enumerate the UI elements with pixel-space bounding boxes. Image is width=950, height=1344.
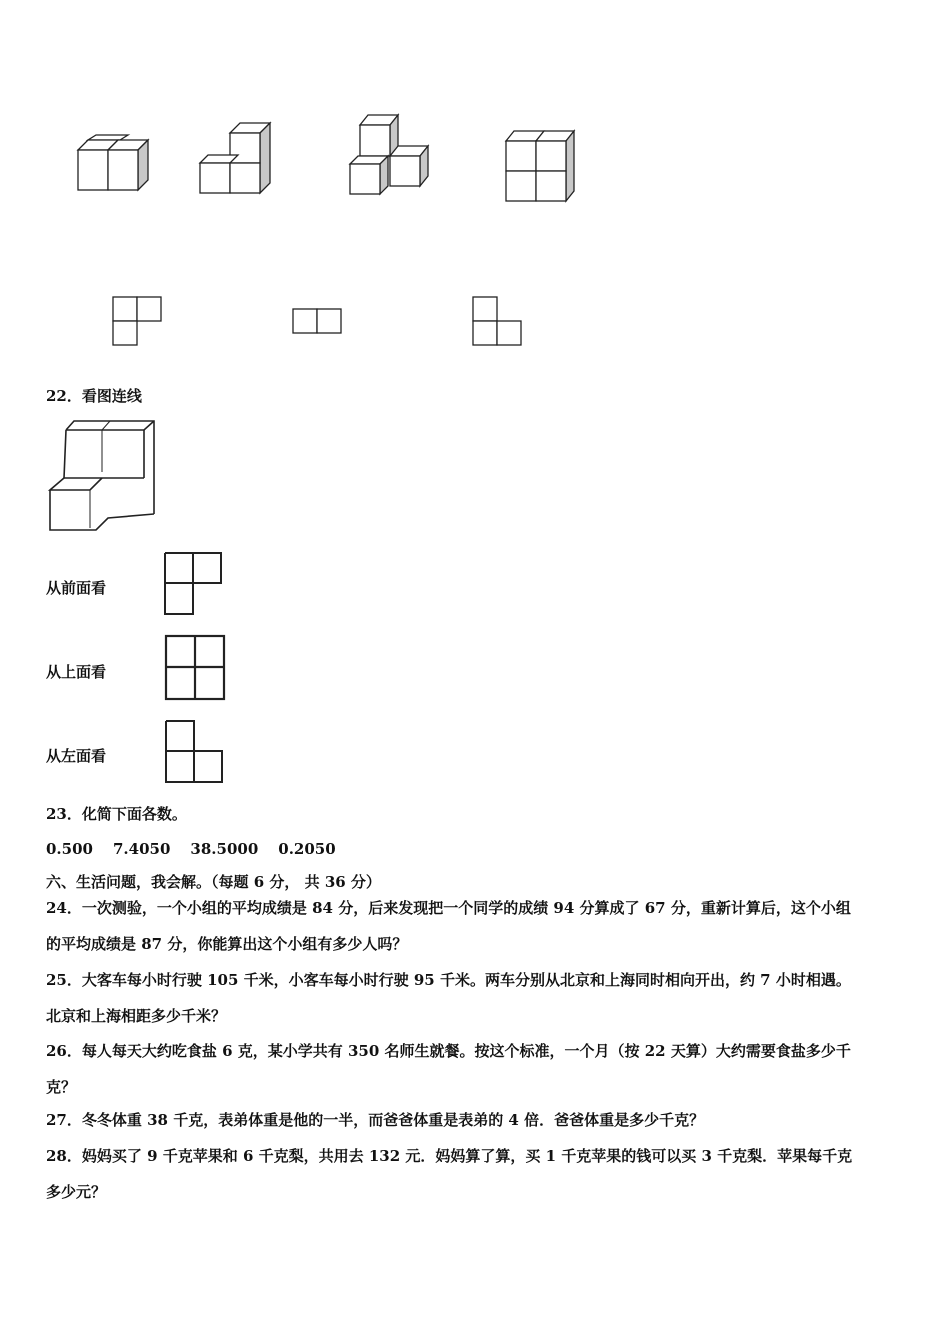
q26-line1: 26．每人每天大约吃食盐 6 克，某小学共有 350 名师生就餐。按这个标准，一个月（按 22 天算）大约需要食盐多少千: [46, 1042, 851, 1060]
q24-line2: 的平均成绩是 87 分，你能算出这个小组有多少人吗？: [46, 935, 408, 953]
q24-line1: 24．一次测验，一个小组的平均成绩是 84 分，后来发现把一个同学的成绩 94 分算成了 67 分，重新计算后，这个小组: [46, 899, 851, 917]
view-grid-left[interactable]: [164, 719, 226, 785]
q27-line1: 27．冬冬体重 38 千克，表弟体重是他的一半，而爸爸体重是表弟的 4 倍．爸爸体重是多少千克？: [46, 1111, 705, 1129]
q28-line1: 28．妈妈买了 9 千克苹果和 6 千克梨，共用去 132 元．妈妈算了算，买 1 千克苹果的钱可以买 3 千克梨．苹果每千克: [46, 1147, 853, 1165]
plane-view-2: [292, 308, 344, 336]
view-grid-front[interactable]: [163, 551, 225, 617]
q22-solid-drawing: [44, 418, 159, 536]
q23-number: 38.5000: [190, 840, 259, 858]
view-label-top: 从上面看: [46, 663, 107, 681]
section6-heading: 六、生活问题，我会解。（每题 6 分， 共 36 分）: [46, 873, 381, 891]
cube-solid-1: [70, 135, 160, 195]
q23-number: 0.2050: [278, 840, 336, 858]
plane-view-1: [112, 296, 164, 348]
q25-line1: 25．大客车每小时行驶 105 千米，小客车每小时行驶 95 千米。两车分别从北京和上海同时相向开出，约 7 小时相遇。: [46, 971, 851, 989]
view-label-left: 从左面看: [46, 747, 107, 765]
plane-view-3: [472, 296, 524, 348]
cube-solid-4: [498, 126, 588, 206]
cube-solid-3: [344, 110, 439, 200]
view-label-front: 从前面看: [46, 579, 107, 597]
cube-solid-2: [192, 118, 282, 198]
view-grid-top[interactable]: [164, 634, 228, 702]
q23-numbers: [46, 839, 356, 859]
q23-heading: 23．化简下面各数。: [46, 805, 187, 823]
q23-number: 0.500: [46, 840, 93, 858]
q22-heading: 22．看图连线: [46, 387, 142, 405]
q26-line2: 克？: [46, 1078, 77, 1096]
q23-number: 7.4050: [112, 840, 171, 858]
q28-line2: 多少元？: [46, 1183, 107, 1201]
q25-line2: 北京和上海相距多少千米？: [46, 1007, 227, 1025]
